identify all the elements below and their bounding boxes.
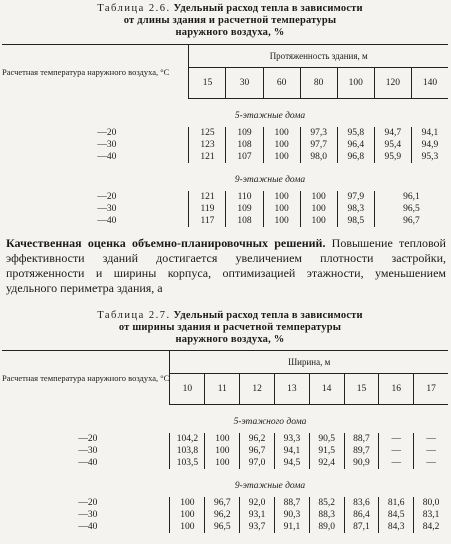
table1-title-line2: от длины здания и расчетной температуры [123, 15, 337, 26]
table-cell: 121 [189, 191, 226, 203]
column-header: 11 [205, 374, 240, 405]
table-cell: 92,0 [240, 497, 275, 509]
table-cell: 95,8 [337, 127, 374, 139]
table-row [2, 433, 448, 445]
table-cell: 123 [189, 139, 226, 151]
temperature-label: —30 [78, 446, 98, 456]
table2 [2, 350, 448, 533]
table-cell: 96,5 [374, 203, 448, 215]
table-cell: 98,0 [300, 151, 337, 163]
table-cell: 100 [300, 215, 337, 227]
table-cell: 121 [189, 151, 226, 163]
table-cell: 84,5 [379, 509, 414, 521]
table-row [2, 203, 448, 215]
section-row [2, 405, 448, 434]
table-cell: 84,3 [379, 521, 414, 533]
table-cell: 86,4 [344, 509, 379, 521]
table-cell: 83,1 [414, 509, 448, 521]
table-cell: 95,3 [411, 151, 448, 163]
table-cell: 98,3 [337, 203, 374, 215]
section-row [2, 99, 448, 128]
paragraph-text: Повышение тепловой эффективности зданий достигается увеличением плотности застройки, протяженности и ширины корпуса, оптимизацией этажности, уменьшением удельного периметра здания, а [6, 236, 446, 295]
table-cell: 100 [300, 191, 337, 203]
table-cell: 110 [226, 191, 263, 203]
temperature-label: —40 [97, 216, 117, 226]
section-row [2, 163, 448, 191]
table-cell: — [379, 457, 414, 469]
table-cell: 119 [189, 203, 226, 215]
body-paragraph [6, 236, 446, 296]
column-header: 15 [189, 68, 226, 99]
table-cell: 87,1 [344, 521, 379, 533]
table-cell: 97,7 [300, 139, 337, 151]
column-header: 140 [411, 68, 448, 99]
column-group-header: Ширина, м [170, 351, 448, 374]
table-cell: 100 [263, 127, 300, 139]
table-cell: 103,5 [170, 457, 205, 469]
table-cell: 100 [263, 151, 300, 163]
table1 [2, 44, 448, 227]
section-title: 5-этажного дома [233, 417, 307, 427]
table-row [2, 139, 448, 151]
table-cell: 91,1 [275, 521, 310, 533]
table-cell: — [414, 433, 448, 445]
table-cell: 96,7 [374, 215, 448, 227]
table-cell: 96,7 [205, 497, 240, 509]
table-row [2, 497, 448, 509]
temperature-label: —40 [97, 152, 117, 162]
temperature-label: —20 [97, 128, 117, 138]
table-cell: — [414, 457, 448, 469]
table-cell: 89,7 [344, 445, 379, 457]
table-cell: 109 [226, 203, 263, 215]
section-title: 5-этажные дома [234, 111, 306, 121]
table-row [2, 191, 448, 203]
table-cell: 97,0 [240, 457, 275, 469]
temperature-label: —30 [78, 510, 98, 520]
table-cell: 95,4 [374, 139, 411, 151]
table-cell: 96,2 [240, 433, 275, 445]
table-cell: 93,7 [240, 521, 275, 533]
table-cell: 104,2 [170, 433, 205, 445]
table1-title-line3: наружного воздуха, % [175, 27, 285, 38]
column-header: 15 [344, 374, 379, 405]
table-cell: 100 [205, 457, 240, 469]
column-header: 16 [379, 374, 414, 405]
table-cell: 95,9 [374, 151, 411, 163]
table-cell: 94,1 [275, 445, 310, 457]
row-header-cell: Расчетная температура наружного воздуха, °С [2, 45, 189, 99]
table-cell: 83,6 [344, 497, 379, 509]
table-cell: 96,1 [374, 191, 448, 203]
table-cell: 90,5 [309, 433, 344, 445]
table-cell: 107 [226, 151, 263, 163]
table-cell: 100 [263, 139, 300, 151]
table2-label: Таблица 2.7. [97, 310, 171, 321]
table-cell: 92,4 [309, 457, 344, 469]
table1-label: Таблица 2.6. [97, 3, 171, 14]
table-cell: 100 [170, 521, 205, 533]
header-row [2, 45, 448, 68]
table-row [2, 215, 448, 227]
table-cell: 108 [226, 215, 263, 227]
table-cell: 100 [263, 191, 300, 203]
row-header-cell: Расчетная температура наружного воздуха, °С [2, 351, 170, 405]
temperature-label: —30 [97, 140, 117, 150]
temperature-label: —20 [78, 498, 98, 508]
column-header: 10 [170, 374, 205, 405]
section-title: 9-этажные дома [234, 175, 306, 185]
table-row [2, 445, 448, 457]
table-cell: 88,7 [275, 497, 310, 509]
table-cell: 96,5 [205, 521, 240, 533]
table-cell: 96,7 [240, 445, 275, 457]
table-cell: 93,3 [275, 433, 310, 445]
column-header: 100 [337, 68, 374, 99]
table-cell: 100 [170, 509, 205, 521]
table-cell: 94,9 [411, 139, 448, 151]
table-cell: 80,0 [414, 497, 448, 509]
table-cell: — [379, 433, 414, 445]
column-group-header: Протяженность здания, м [189, 45, 448, 68]
table-cell: 91,5 [309, 445, 344, 457]
table-cell: 97,9 [337, 191, 374, 203]
column-header: 80 [300, 68, 337, 99]
table-cell: 90,9 [344, 457, 379, 469]
table-cell: 108 [226, 139, 263, 151]
table-cell: 100 [263, 215, 300, 227]
column-header: 14 [309, 374, 344, 405]
paragraph-heading: Качественная оценка объемно-планировочных решений. [6, 236, 326, 250]
table-cell: 88,3 [309, 509, 344, 521]
table1-title-line1: Удельный расход тепла в зависимости [173, 3, 363, 14]
column-header: 30 [226, 68, 263, 99]
table-cell: 94,7 [374, 127, 411, 139]
table-row [2, 521, 448, 533]
table-cell: 96,2 [205, 509, 240, 521]
table-cell: 90,3 [275, 509, 310, 521]
table-cell: — [379, 445, 414, 457]
table-cell: 117 [189, 215, 226, 227]
section-row [2, 469, 448, 497]
column-header: 17 [414, 374, 448, 405]
table2-title-line3: наружного воздуха, % [175, 334, 285, 345]
table-cell: 100 [205, 445, 240, 457]
table-cell: 98,5 [337, 215, 374, 227]
temperature-label: —30 [97, 204, 117, 214]
temperature-label: —40 [78, 458, 98, 468]
table-cell: 97,3 [300, 127, 337, 139]
table-cell: 100 [205, 433, 240, 445]
table-cell: 89,0 [309, 521, 344, 533]
table-cell: 94,1 [411, 127, 448, 139]
table-cell: 109 [226, 127, 263, 139]
table-cell: 94,5 [275, 457, 310, 469]
table-row [2, 127, 448, 139]
column-header: 60 [263, 68, 300, 99]
temperature-label: —20 [78, 434, 98, 444]
column-header: 13 [275, 374, 310, 405]
header-row [2, 351, 448, 374]
column-header: 12 [240, 374, 275, 405]
table-cell: 100 [300, 203, 337, 215]
table2-caption [40, 310, 420, 346]
temperature-label: —40 [78, 522, 98, 532]
table2-title-line1: Удельный расход тепла в зависимости [173, 310, 363, 321]
table-cell: 103,8 [170, 445, 205, 457]
column-header: 120 [374, 68, 411, 99]
table-row [2, 509, 448, 521]
table-cell: 93,1 [240, 509, 275, 521]
section-title: 9-этажные дома [234, 481, 306, 491]
table-row [2, 457, 448, 469]
table-cell: 85,2 [309, 497, 344, 509]
table-cell: 96,4 [337, 139, 374, 151]
table-cell: 100 [263, 203, 300, 215]
table-cell: 100 [170, 497, 205, 509]
table-cell: 96,8 [337, 151, 374, 163]
table-cell: — [414, 445, 448, 457]
table-cell: 125 [189, 127, 226, 139]
temperature-label: —20 [97, 192, 117, 202]
table-cell: 88,7 [344, 433, 379, 445]
table-row [2, 151, 448, 163]
table2-title-line2: от ширины здания и расчетной температуры [118, 322, 342, 333]
table-cell: 84,2 [414, 521, 448, 533]
table-cell: 81,6 [379, 497, 414, 509]
table1-caption [40, 3, 420, 39]
